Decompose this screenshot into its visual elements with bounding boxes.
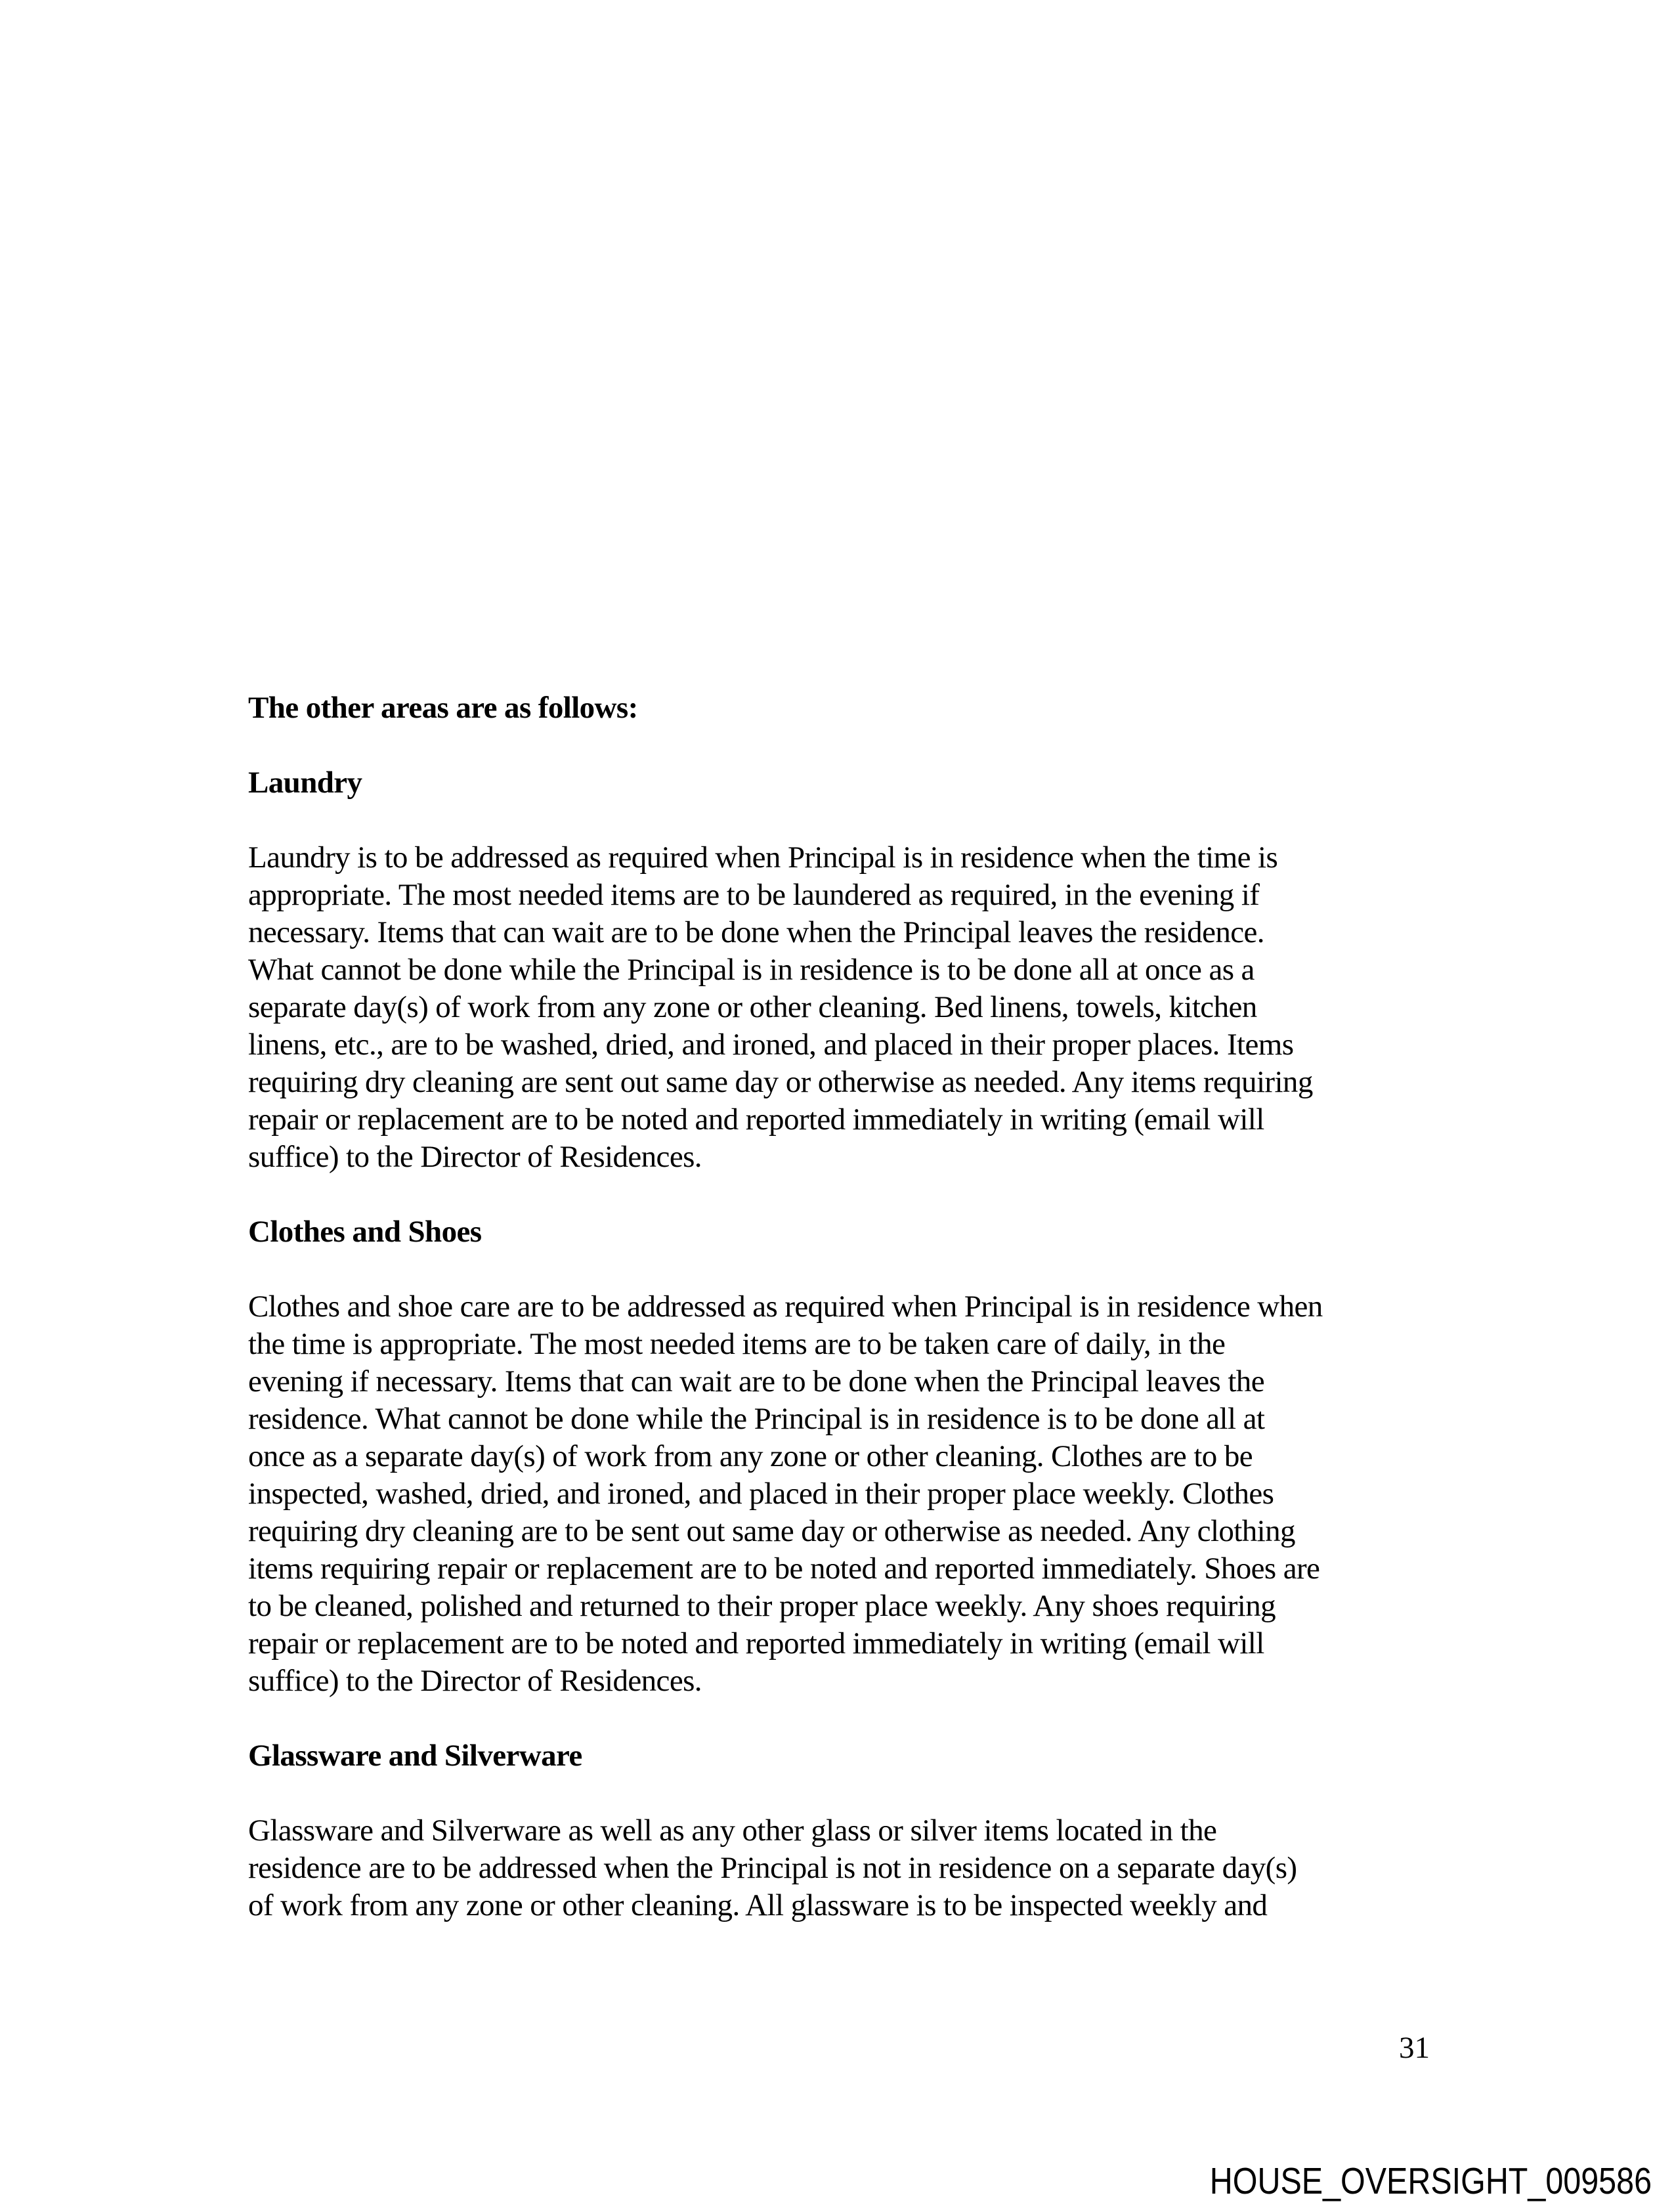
document-body [248, 689, 1440, 1924]
section-heading-clothes-and-shoes: Clothes and Shoes [248, 1215, 482, 1249]
paragraph-line: suffice) to the Director of Residences. [248, 1664, 702, 1698]
paragraph-line: linens, etc., are to be washed, dried, and ironed, and placed in their proper places. Items [248, 1028, 1294, 1062]
paragraph-line: appropriate. The most needed items are to be laundered as required, in the evening if [248, 878, 1260, 912]
paragraph-line: requiring dry cleaning are sent out same day or otherwise as needed. Any items requiring [248, 1065, 1313, 1099]
paragraph-line: of work from any zone or other cleaning. All glassware is to be inspected weekly and [248, 1888, 1268, 1922]
paragraph-line: the time is appropriate. The most needed items are to be taken care of daily, in the [248, 1327, 1226, 1361]
paragraph-laundry [248, 839, 1440, 1176]
page-number: 31 [1399, 2031, 1430, 2065]
paragraph-clothes-and-shoes [248, 1288, 1440, 1700]
paragraph-line: separate day(s) of work from any zone or other cleaning. Bed linens, towels, kitchen [248, 990, 1257, 1024]
paragraph-line: items requiring repair or replacement are to be noted and reported immediately. Shoes are [248, 1551, 1320, 1586]
paragraph-line: requiring dry cleaning are to be sent out same day or otherwise as needed. Any clothing [248, 1514, 1295, 1548]
paragraph-line: inspected, washed, dried, and ironed, and placed in their proper place weekly. Clothes [248, 1477, 1274, 1511]
paragraph-line: residence. What cannot be done while the Principal is in residence is to be done all at [248, 1402, 1265, 1436]
paragraph-line: repair or replacement are to be noted and reported immediately in writing (email will [248, 1102, 1264, 1137]
paragraph-line: suffice) to the Director of Residences. [248, 1140, 702, 1174]
paragraph-line: Glassware and Silverware as well as any other glass or silver items located in the [248, 1813, 1217, 1848]
paragraph-line: What cannot be done while the Principal is in residence is to be done all at once as a [248, 953, 1255, 987]
paragraph-line: necessary. Items that can wait are to be done when the Principal leaves the residence. [248, 915, 1264, 949]
paragraph-line: evening if necessary. Items that can wait are to be done when the Principal leaves the [248, 1364, 1264, 1399]
paragraph-glassware-and-silverware [248, 1812, 1440, 1924]
bates-stamp: HOUSE_OVERSIGHT_009586 [1209, 2160, 1652, 2202]
intro-heading: The other areas are as follows: [248, 691, 638, 725]
paragraph-line: Laundry is to be addressed as required when Principal is in residence when the time is [248, 840, 1278, 875]
section-heading-glassware-and-silverware: Glassware and Silverware [248, 1739, 582, 1773]
paragraph-line: repair or replacement are to be noted and reported immediately in writing (email will [248, 1626, 1264, 1660]
paragraph-line: to be cleaned, polished and returned to their proper place weekly. Any shoes requiring [248, 1589, 1276, 1623]
paragraph-line: Clothes and shoe care are to be addressed as required when Principal is in residence when [248, 1290, 1323, 1324]
paragraph-line: once as a separate day(s) of work from any zone or other cleaning. Clothes are to be [248, 1439, 1253, 1473]
paragraph-line: residence are to be addressed when the Principal is not in residence on a separate day(s) [248, 1851, 1297, 1885]
section-heading-laundry: Laundry [248, 766, 362, 800]
